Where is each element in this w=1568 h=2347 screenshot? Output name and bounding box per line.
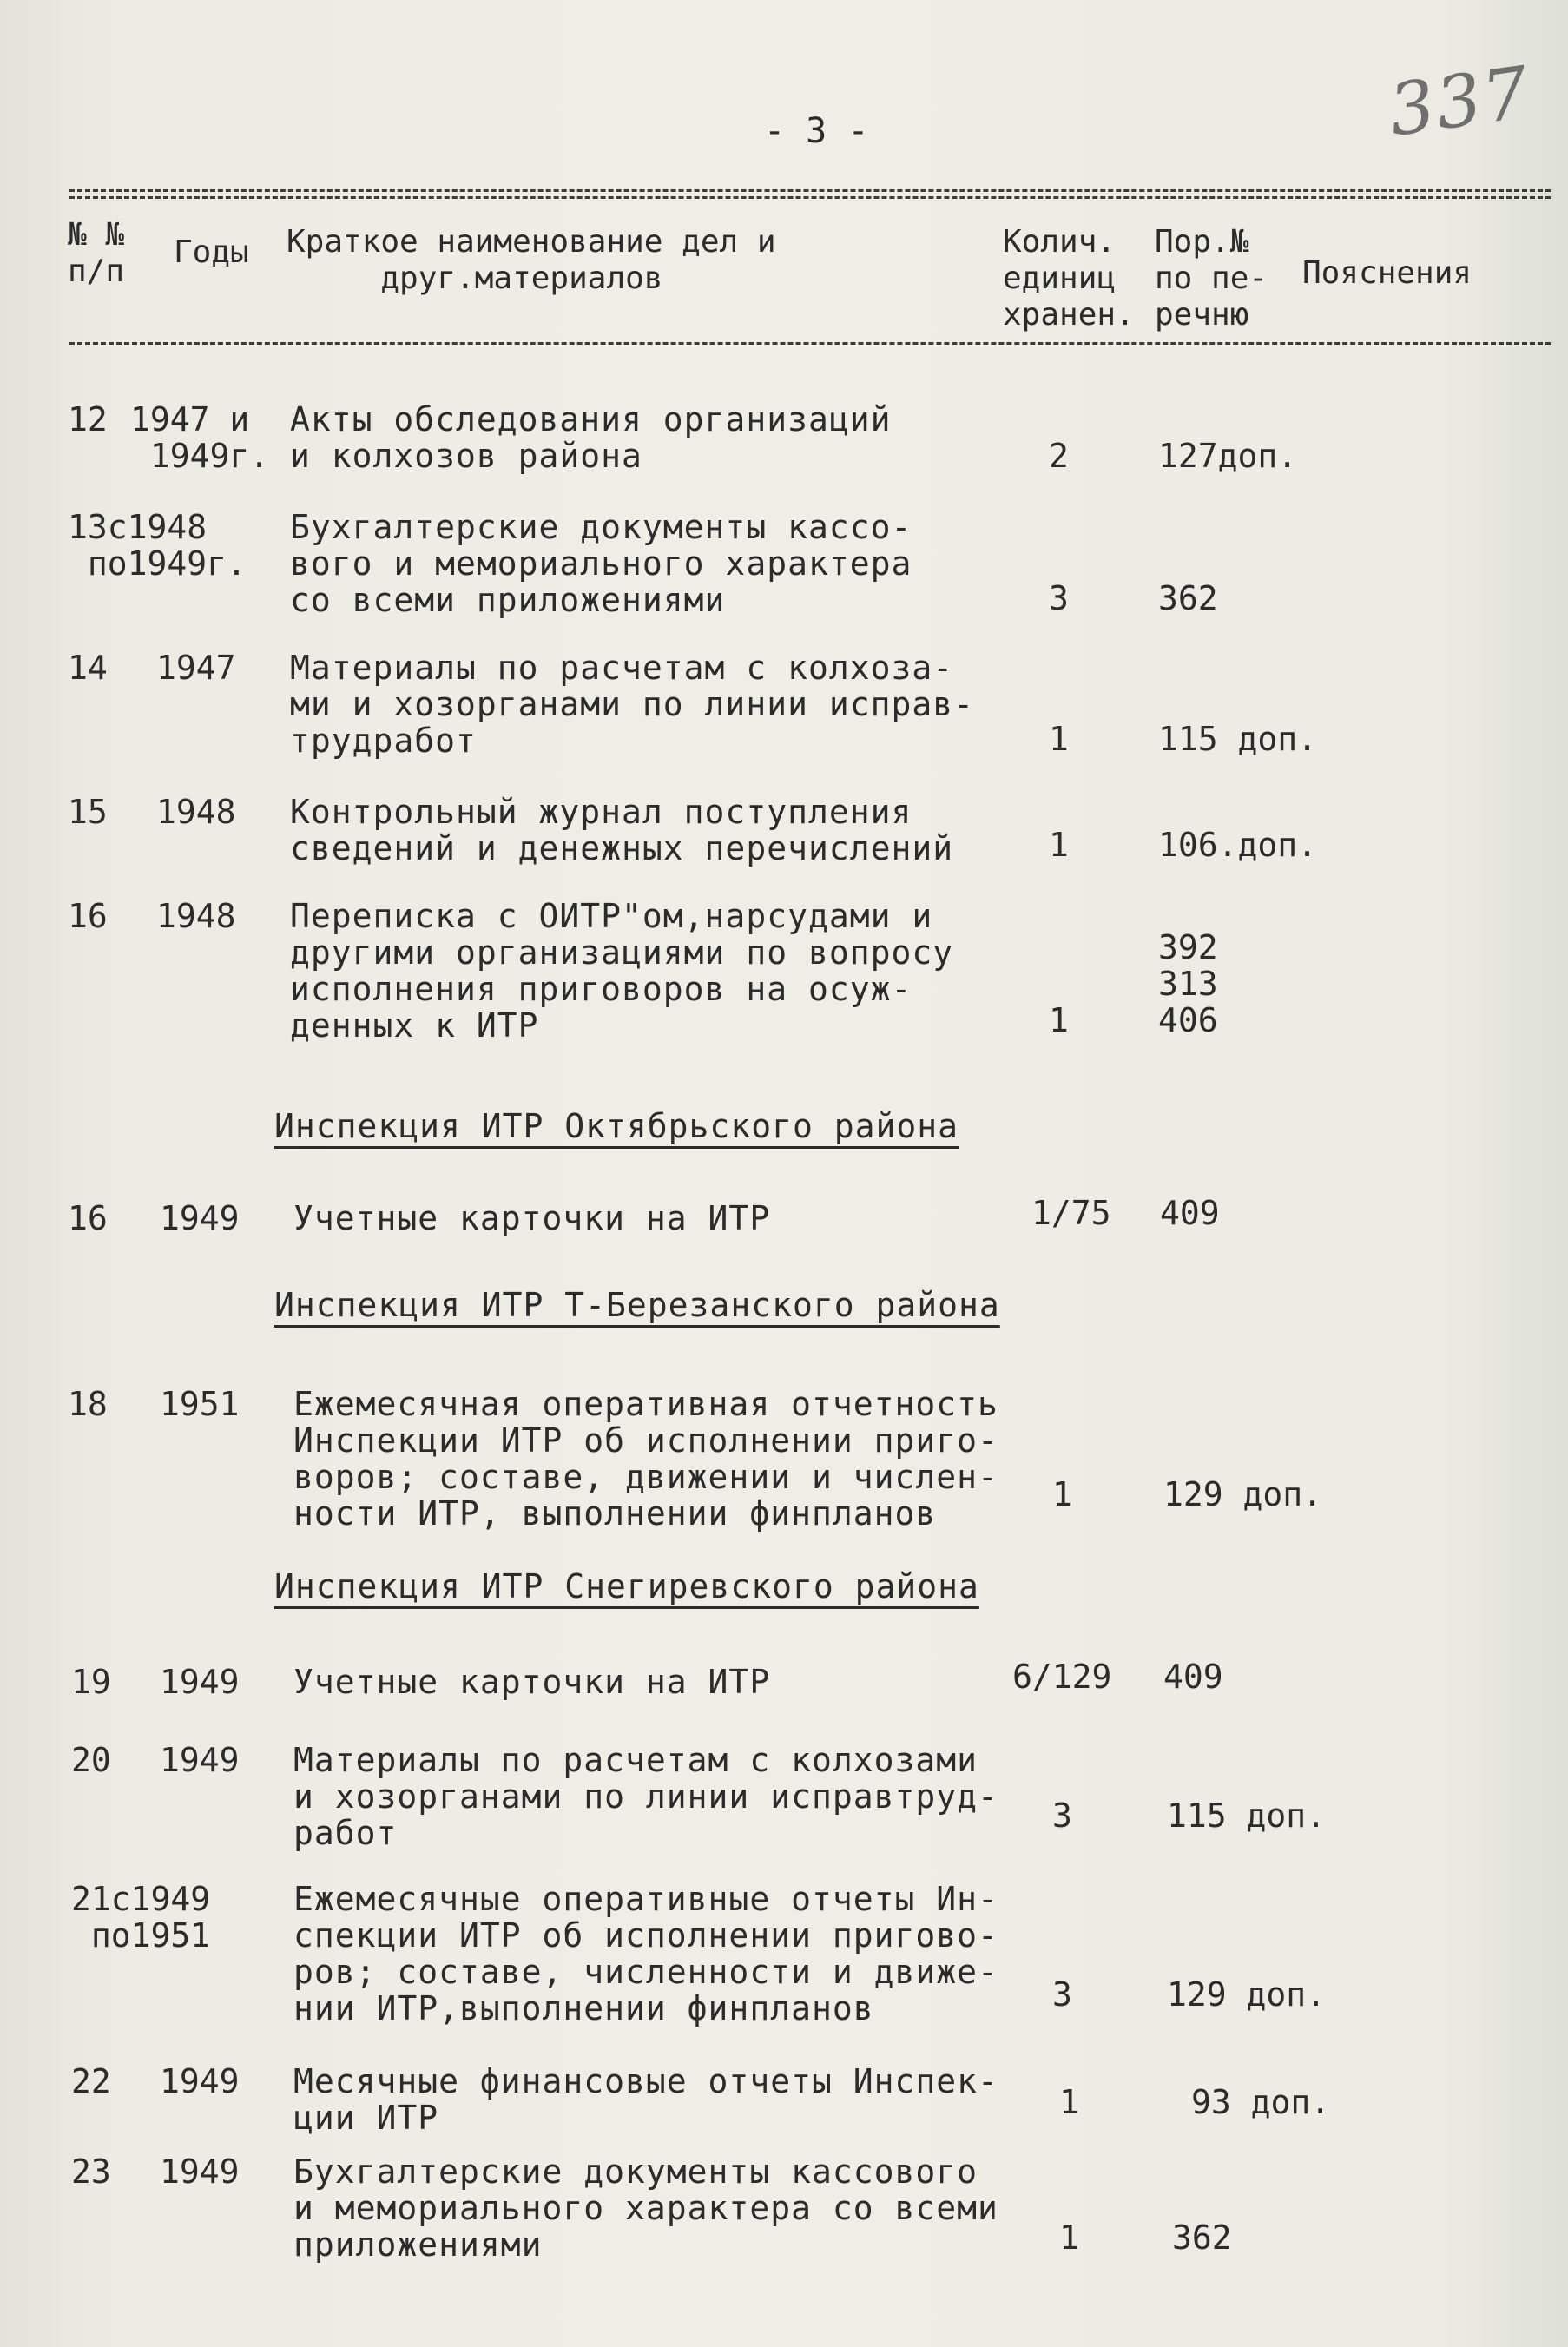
row-count: 3 <box>1052 1797 1072 1835</box>
row-number: 16 <box>68 897 108 935</box>
section-title: Инспекция ИТР Т-Березанского района <box>274 1286 1000 1324</box>
row-ref: 409 <box>1160 1194 1220 1232</box>
row-ref: 129 доп. <box>1163 1475 1323 1513</box>
row-years: 1949 <box>160 1663 240 1701</box>
row-number: 12 <box>68 400 108 438</box>
row-count: 1 <box>1049 720 1069 758</box>
row-title: Ежемесячная оперативная отчетность Инспекции ИТР об исполнении приго- воров; составе, движении и числен- ности ИТР, выполнении финпланов <box>293 1385 998 1533</box>
row-ref: 115 доп. <box>1158 720 1318 758</box>
row-title: Учетные карточки на ИТР <box>293 1199 771 1237</box>
row-ref: 106.доп. <box>1158 826 1318 864</box>
row-years: 1949 <box>160 1199 240 1237</box>
page-number: - 3 - <box>764 111 869 151</box>
row-ref: 127доп. <box>1158 437 1298 475</box>
row-number: 18 <box>68 1385 108 1423</box>
row-years: 1948 <box>156 897 236 935</box>
row-title: Учетные карточки на ИТР <box>293 1663 771 1701</box>
header-col-count: Колич. единиц хранен. <box>1003 224 1135 333</box>
row-years: 1951 <box>160 1385 240 1423</box>
section-title: Инспекция ИТР Октябрьского района <box>274 1107 959 1145</box>
row-years: 1947 и 1949г. <box>130 400 270 475</box>
row-count: 3 <box>1052 1975 1072 2014</box>
section-title: Инспекция ИТР Снегиревского района <box>274 1567 979 1605</box>
row-count: 3 <box>1049 579 1069 617</box>
row-ref: 362 <box>1172 2218 1232 2257</box>
row-count: 1 <box>1049 1001 1069 1039</box>
row-ref: 409 <box>1163 1658 1223 1696</box>
header-col-notes: Пояснения <box>1302 255 1472 291</box>
row-count: 1 <box>1049 826 1069 864</box>
row-count: 1 <box>1052 1475 1072 1513</box>
row-count: 1 <box>1059 2083 1079 2121</box>
header-rule-bottom <box>69 342 1551 345</box>
row-title: Ежемесячные оперативные отчеты Ин- спекции ИТР об исполнении пригово- ров; составе, численности и движе- нии ИТР,выполнении финпланов <box>293 1880 998 2027</box>
row-number: 23 <box>71 2153 111 2191</box>
row-count: 6/129 <box>1012 1658 1112 1696</box>
row-title: Месячные финансовые отчеты Инспек- ции ИТР <box>293 2062 998 2137</box>
row-years: 1947 <box>156 649 236 687</box>
header-col-years: Годы <box>174 234 249 270</box>
row-title: Контрольный журнал поступления сведений и денежных перечислений <box>290 793 954 867</box>
row-ref: 115 доп. <box>1167 1797 1327 1835</box>
row-ref: 129 доп. <box>1167 1975 1327 2014</box>
row-number: 19 <box>71 1663 111 1701</box>
row-count: 1 <box>1059 2218 1079 2257</box>
row-years: 1949 <box>160 1741 240 1779</box>
row-count: 2 <box>1049 437 1069 475</box>
row-title: Материалы по расчетам с колхозами и хозорганами по линии исправтруд- работ <box>293 1741 998 1852</box>
row-title: Переписка с ОИТР"ом,нарсудами и другими организациями по вопросу исполнения приговоров на осуж- денных к ИТР <box>290 897 954 1045</box>
row-ref: 362 <box>1158 579 1218 617</box>
row-title: Материалы по расчетам с колхоза- ми и хозорганами по линии исправ- трудработ <box>290 649 974 760</box>
row-ref: 392 313 406 <box>1158 928 1218 1039</box>
row-years: 1949 <box>160 2153 240 2191</box>
row-ref: 93 доп. <box>1191 2083 1331 2121</box>
row-number: 20 <box>71 1741 111 1779</box>
header-col-title: Краткое наименование дел и друг.материалов <box>287 224 776 296</box>
header-rule-top-2 <box>69 196 1551 199</box>
row-number: 14 <box>68 649 108 687</box>
row-number: 21с1949 по1951 <box>71 1880 211 1955</box>
header-col-ref: Пор.№ по пе- речню <box>1155 224 1268 333</box>
row-number: 16 <box>68 1199 108 1237</box>
row-title: Бухгалтерские документы кассового и мемориального характера со всеми приложениями <box>293 2153 998 2264</box>
row-title: Бухгалтерские документы кассо- вого и мемориального характера со всеми приложениями <box>290 508 912 619</box>
header-rule-top <box>69 189 1551 192</box>
row-title: Акты обследования организаций и колхозов района <box>290 400 892 475</box>
row-count: 1/75 <box>1031 1194 1111 1232</box>
archive-sheet-number: 337 <box>1384 51 1536 153</box>
row-years: 1949 <box>160 2062 240 2100</box>
row-number: 15 <box>68 793 108 831</box>
row-years: 1948 <box>156 793 236 831</box>
header-col-number: № № п/п <box>68 217 125 289</box>
row-number: 13с1948 по1949г. <box>68 508 247 583</box>
row-number: 22 <box>71 2062 111 2100</box>
